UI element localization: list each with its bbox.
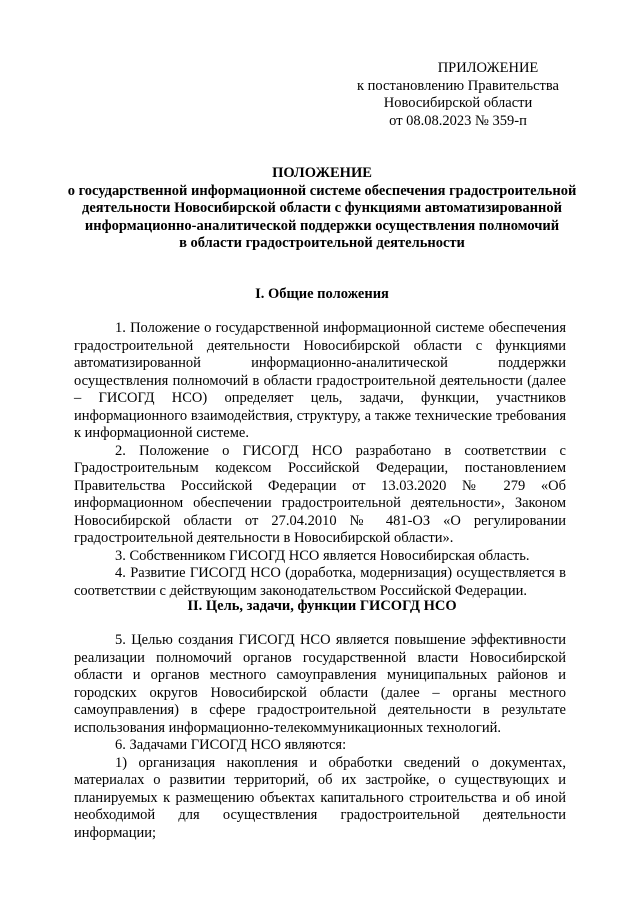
paragraph: 4. Развитие ГИСОГД НСО (доработка, модернизация) осуществляется в соответствии с действующим законодательством Российской Федерации. xyxy=(74,565,566,599)
paragraph: 2. Положение о ГИСОГД НСО разработано в соответствии с Градостроительным кодексом Российской Федерации, постановлением Правительства Российской Федерации от 13.03.2020 № 279 «Об информационном обеспечении градостроительной деятельности», Законом Новосибирской области от 27.04.2010 № 481-ОЗ «О регулировании градостроительной деятельности в Новосибирской области». xyxy=(74,442,566,546)
annex-line: к постановлению Правительства xyxy=(357,77,559,94)
annex-line: Новосибирской области xyxy=(383,95,533,111)
section-heading-1: I. Общие положения xyxy=(255,286,389,302)
document-title-line: ПОЛОЖЕНИЕ xyxy=(272,165,372,181)
paragraph: 5. Целью создания ГИСОГД НСО является повышение эффективности реализации полномочий органов государственной власти Новосибирской области и органов местного самоуправления муниципальных районов и городских округов Новосибирской области (далее – органы местного самоуправления) в сфере градостроительной деятельности в результате использования информационно-телекоммуникационных технологий. xyxy=(74,632,566,736)
section-1-body xyxy=(74,320,566,600)
paragraph: 6. Задачами ГИСОГД НСО являются: xyxy=(115,737,347,753)
paragraph: 3. Собственником ГИСОГД НСО является Новосибирская область. xyxy=(115,547,530,564)
document-title xyxy=(62,165,582,253)
document-title-line: деятельности Новосибирской области с функциями автоматизированной xyxy=(81,200,562,216)
paragraph: 1. Положение о государственной информационной системе обеспечения градостроительной деятельности Новосибирской области с функциями автоматизированной информационно-аналитической поддержки осуществления полномочий в области градостроительной деятельности (далее – ГИСОГД НСО) определяет цель, задачи, функции, участников информационного взаимодействия, структуру, а также технические требования к информационной системе. xyxy=(74,320,566,441)
section-2-body xyxy=(74,632,566,842)
paragraph: 1) организация накопления и обработки сведений о документах, материалах о развитии территорий, об их застройке, о существующих и планируемых к размещению объектах капитального строительства и об иной необходимой для осуществления градостроительной деятельности информации; xyxy=(74,754,566,841)
document-title-line: информационно-аналитической поддержки осуществления полномочий xyxy=(84,217,560,234)
document-title-line: о государственной информационной системе обеспечения градостроительной xyxy=(67,182,577,199)
section-heading-2: II. Цель, задачи, функции ГИСОГД НСО xyxy=(187,598,457,614)
annex-date-number: от 08.08.2023 № 359-п xyxy=(389,112,527,129)
document-title-line: в области градостроительной деятельности xyxy=(179,235,465,251)
annex-title: ПРИЛОЖЕНИЕ xyxy=(437,60,539,76)
annex-block xyxy=(338,60,578,130)
